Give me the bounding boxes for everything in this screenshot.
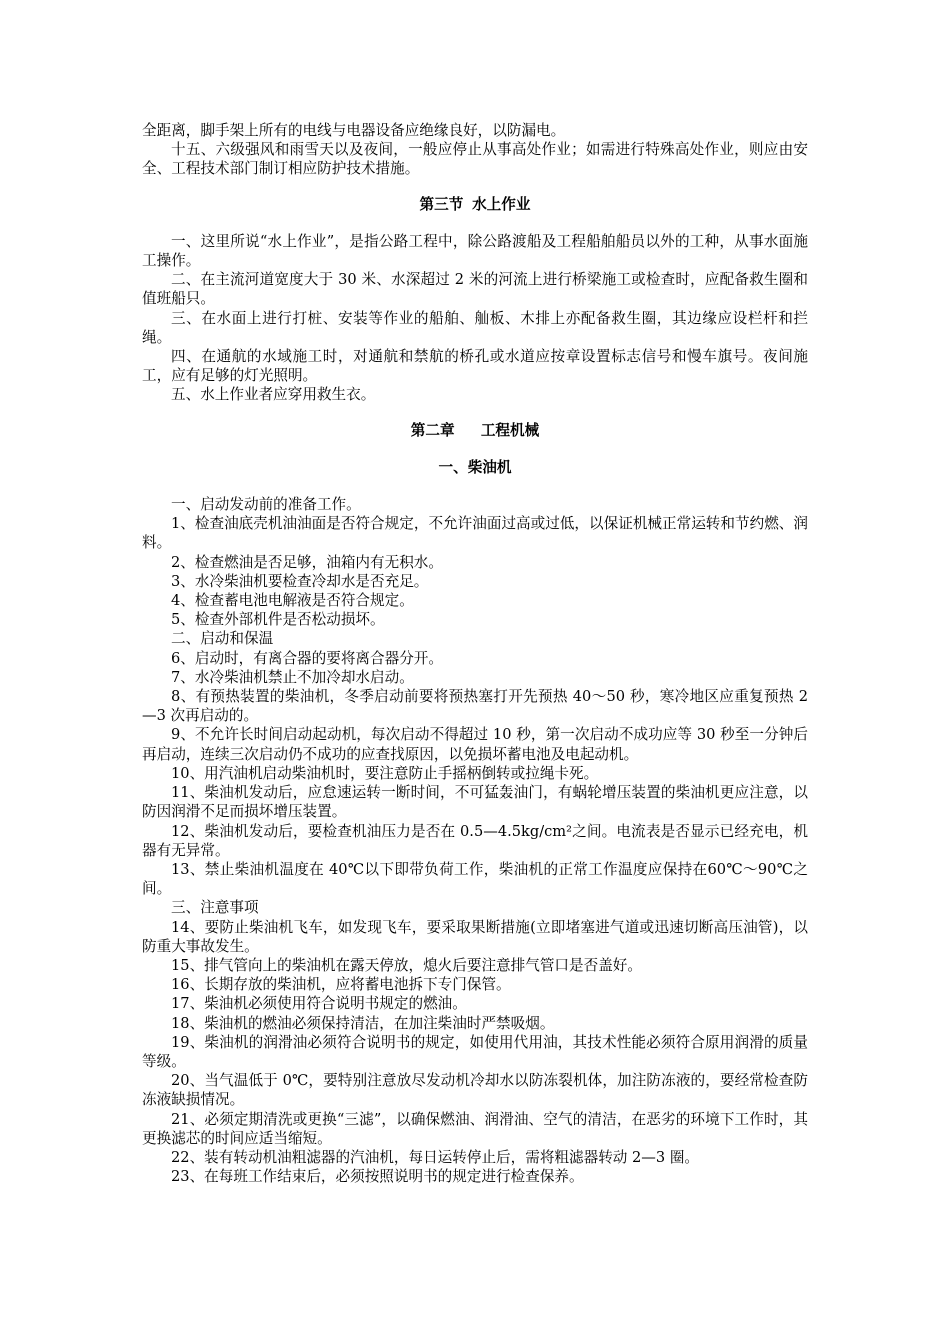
- chapter-paragraph: 3、水冷柴油机要检查冷却水是否充足。: [171, 572, 429, 590]
- chapter-paragraph: 二、启动和保温: [171, 630, 274, 648]
- chapter-paragraph: 12、柴油机发动后，要检查机油压力是否在 0.5—4.5kg/cm²之间。电流表是否显示已经充电，机器有无异常。: [142, 822, 808, 859]
- continuation-paragraph: 全距离，脚手架上所有的电线与电器设备应绝缘良好，以防漏电。: [142, 122, 566, 139]
- chapter-label: 第二章: [410, 421, 455, 439]
- chapter-paragraph: 15、排气管向上的柴油机在露天停放，熄火后要注意排气管口是否盖好。: [171, 956, 642, 974]
- section-paragraph: 三、在水面上进行打桩、安装等作业的船舶、舢板、木排上亦配备救生圈，其边缘应设栏杆和拦绳。: [142, 309, 808, 346]
- chapter-paragraph: 21、必须定期清洗或更换“三滤”，以确保燃油、润滑油、空气的清洁，在恶劣的环境下工作时，其更换滤芯的时间应适当缩短。: [142, 1110, 808, 1147]
- chapter-paragraph: 2、检查燃油是否足够，油箱内有无积水。: [171, 553, 443, 571]
- chapter-paragraph: 11、柴油机发动后，应怠速运转一断时间，不可猛轰油门，有蜗轮增压装置的柴油机更应注意，以防因润滑不足而损坏增压装置。: [142, 784, 808, 821]
- subsection-heading: 一、柴油机: [438, 458, 512, 476]
- section-paragraph: 四、在通航的水域施工时，对通航和禁航的桥孔或水道应按章设置标志信号和慢车旗号。夜间施工，应有足够的灯光照明。: [142, 348, 808, 385]
- section-paragraph: 一、这里所说“水上作业”，是指公路工程中，除公路渡船及工程船舶船员以外的工种，从事水面施工操作。: [142, 232, 808, 270]
- section-heading: [142, 195, 808, 214]
- chapter-paragraph: 19、柴油机的润滑油必须符合说明书的规定，如使用代用油，其技术性能必须符合原用润滑的质量等级。: [142, 1033, 808, 1070]
- section-label: 第三节: [419, 195, 464, 213]
- chapter-paragraph: 10、用汽油机启动柴油机时，要注意防止手摇柄倒转或拉绳卡死。: [171, 764, 599, 782]
- chapter-title: 工程机械: [480, 421, 540, 439]
- chapter-paragraph: 20、当气温低于 0℃，要特别注意放尽发动机冷却水以防冻裂机体，加注防冻液的，要经常检查防冻液缺损情况。: [142, 1072, 808, 1109]
- paragraph-item-fifteen: 十五、六级强风和雨雪天以及夜间，一般应停止从事高处作业；如需进行特殊高处作业，则应由安全、工程技术部门制订相应防护技术措施。: [142, 141, 808, 178]
- chapter-paragraph: 1、检查油底壳机油油面是否符合规定，不允许油面过高或过低，以保证机械正常运转和节约燃、润料。: [142, 515, 808, 552]
- chapter-paragraph: 8、有预热装置的柴油机，冬季启动前要将预热塞打开先预热 40～50 秒，寒冷地区应重复预热 2—3 次再启动的。: [142, 688, 808, 725]
- section-paragraph: 二、在主流河道宽度大于 30 米、水深超过 2 米的河流上进行桥梁施工或检查时，应配备救生圈和值班船只。: [142, 271, 808, 308]
- chapter-paragraph: 23、在每班工作结束后，必须按照说明书的规定进行检查保养。: [171, 1168, 584, 1186]
- chapter-paragraph: 14、要防止柴油机飞车，如发现飞车，要采取果断措施(立即堵塞进气道或迅速切断高压油管)，以防重大事故发生。: [142, 918, 808, 955]
- chapter-paragraph: 5、检查外部机件是否松动损坏。: [171, 611, 385, 629]
- chapter-paragraph: 13、禁止柴油机温度在 40℃以下即带负荷工作，柴油机的正常工作温度应保持在60℃～90℃之间。: [142, 860, 808, 898]
- chapter-paragraph: 三、注意事项: [171, 899, 259, 917]
- section-title: 水上作业: [472, 195, 531, 213]
- chapter-paragraph: 9、不允许长时间启动起动机，每次启动不得超过 10 秒，第一次启动不成功应等 30 秒至一分钟后再启动，连续三次启动仍不成功的应查找原因，以免损坏蓄电池及电起动机。: [142, 726, 808, 763]
- chapter-paragraph: 17、柴油机必须使用符合说明书规定的燃油。: [171, 995, 467, 1013]
- chapter-paragraph: 一、启动发动前的准备工作。: [171, 496, 361, 514]
- chapter-paragraph: 16、长期存放的柴油机，应将蓄电池拆下专门保管。: [171, 976, 511, 994]
- chapter-paragraph: 7、水冷柴油机禁止不加冷却水启动。: [171, 668, 414, 686]
- page-content: [142, 121, 808, 1186]
- chapter-paragraph: 22、装有转动机油粗滤器的汽油机，每日运转停止后，需将粗滤器转动 2—3 圈。: [171, 1148, 700, 1166]
- chapter-paragraph: 18、柴油机的燃油必须保持清洁，在加注柴油时严禁吸烟。: [171, 1014, 555, 1032]
- section-paragraph: 五、水上作业者应穿用救生衣。: [171, 386, 376, 404]
- chapter-heading: [142, 421, 808, 440]
- chapter-paragraph: 6、启动时，有离合器的要将离合器分开。: [171, 649, 443, 667]
- chapter-paragraph: 4、检查蓄电池电解液是否符合规定。: [171, 592, 414, 610]
